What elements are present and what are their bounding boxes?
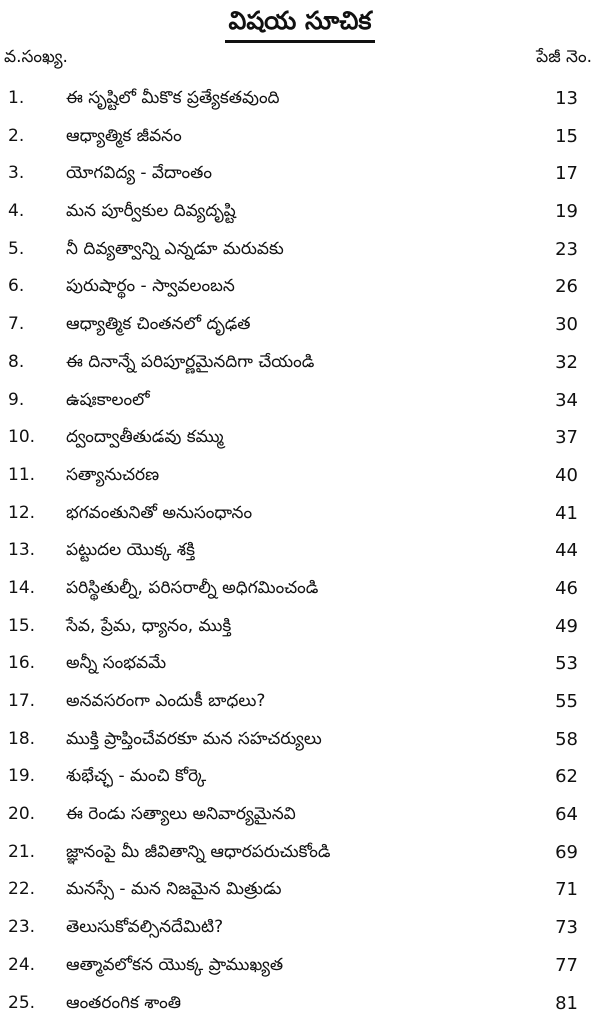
entry-number: 4. <box>8 201 48 221</box>
entry-page-number: 46 <box>555 578 578 599</box>
entry-title: పురుషార్థం - స్వావలంబన <box>66 276 235 300</box>
toc-entry <box>0 647 600 685</box>
entry-title: సేవ, ప్రేమ, ధ్యానం, ముక్తి <box>66 616 231 640</box>
entry-page-number: 77 <box>555 955 578 976</box>
entry-page-number: 32 <box>555 352 578 373</box>
entry-title: జ్ఞానంపై మీ జీవితాన్ని ఆధారపరుచుకోండి <box>66 842 330 866</box>
toc-entry <box>0 459 600 497</box>
toc-entry <box>0 270 600 308</box>
entry-title: భగవంతునితో అనుసంధానం <box>66 503 252 527</box>
toc-entry <box>0 120 600 158</box>
entry-title: ఈ దినాన్నే పరిపూర్ణమైనదిగా చేయండి <box>66 352 314 376</box>
entry-title: ఈ సృష్టిలో మీకొక ప్రత్యేకతవుంది <box>66 88 280 112</box>
toc-entry <box>0 82 600 120</box>
entry-title: ఆంతరంగిక శాంతి <box>66 993 181 1017</box>
entry-page-number: 37 <box>555 427 578 448</box>
entry-number: 22. <box>8 879 48 899</box>
entry-title: శుభేచ్ఛ - మంచి కోర్కె <box>66 766 206 790</box>
entry-title: ముక్తి ప్రాప్తించేవరకూ మన సహచర్యులు <box>66 729 322 753</box>
entry-number: 5. <box>8 239 48 259</box>
toc-entry <box>0 195 600 233</box>
entry-title: మనస్సే - మన నిజమైన మిత్రుడు <box>66 879 282 903</box>
entry-title: ఆధ్యాత్మిక జీవనం <box>66 126 182 150</box>
entry-page-number: 26 <box>555 276 578 297</box>
toc-entry <box>0 760 600 798</box>
entry-page-number: 64 <box>555 804 578 825</box>
entry-number: 2. <box>8 126 48 146</box>
entry-number: 17. <box>8 691 48 711</box>
entry-page-number: 13 <box>555 88 578 109</box>
entry-number: 8. <box>8 352 48 372</box>
contents-list <box>0 82 600 1024</box>
serial-number-header: వ.సంఖ్య. <box>4 47 68 71</box>
entry-page-number: 19 <box>555 201 578 222</box>
entry-title: అనవసరంగా ఎందుకీ బాధలు? <box>66 691 265 715</box>
entry-number: 18. <box>8 729 48 749</box>
entry-number: 11. <box>8 465 48 485</box>
entry-number: 19. <box>8 766 48 786</box>
toc-entry <box>0 421 600 459</box>
entry-title: ఆధ్యాత్మిక చింతనలో దృఢత <box>66 314 251 338</box>
title-container <box>0 4 600 43</box>
entry-number: 6. <box>8 276 48 296</box>
entry-page-number: 69 <box>555 842 578 863</box>
entry-title: ఆత్మావలోకన యొక్క ప్రాముఖ్యత <box>66 955 283 979</box>
column-headers <box>0 47 600 77</box>
entry-page-number: 34 <box>555 390 578 411</box>
entry-number: 16. <box>8 653 48 673</box>
entry-page-number: 15 <box>555 126 578 147</box>
entry-page-number: 49 <box>555 616 578 637</box>
entry-title: అన్నీ సంభవమే <box>66 653 166 677</box>
entry-page-number: 30 <box>555 314 578 335</box>
toc-entry <box>0 723 600 761</box>
entry-page-number: 55 <box>555 691 578 712</box>
entry-number: 9. <box>8 390 48 410</box>
entry-title: యోగవిద్య - వేదాంతం <box>66 163 212 187</box>
page-number-header: పేజీ నెం. <box>536 47 592 71</box>
toc-entry <box>0 497 600 535</box>
toc-entry <box>0 873 600 911</box>
entry-number: 12. <box>8 503 48 523</box>
entry-page-number: 71 <box>555 879 578 900</box>
toc-entry <box>0 836 600 874</box>
entry-title: నీ దివ్యత్వాన్ని ఎన్నడూ మరువకు <box>66 239 284 263</box>
toc-entry <box>0 987 600 1024</box>
entry-number: 3. <box>8 163 48 183</box>
entry-number: 24. <box>8 955 48 975</box>
entry-number: 13. <box>8 540 48 560</box>
toc-entry <box>0 911 600 949</box>
toc-entry <box>0 949 600 987</box>
entry-page-number: 17 <box>555 163 578 184</box>
toc-entry <box>0 384 600 422</box>
entry-page-number: 81 <box>555 993 578 1014</box>
entry-page-number: 58 <box>555 729 578 750</box>
entry-page-number: 62 <box>555 766 578 787</box>
entry-title: ఉషఃకాలంలో <box>66 390 150 414</box>
toc-entry <box>0 346 600 384</box>
entry-page-number: 23 <box>555 239 578 260</box>
entry-number: 10. <box>8 427 48 447</box>
entry-page-number: 40 <box>555 465 578 486</box>
toc-entry <box>0 798 600 836</box>
entry-number: 20. <box>8 804 48 824</box>
entry-number: 14. <box>8 578 48 598</box>
entry-number: 25. <box>8 993 48 1013</box>
entry-page-number: 53 <box>555 653 578 674</box>
entry-title: మన పూర్వీకుల దివ్యదృష్టి <box>66 201 236 225</box>
toc-entry <box>0 610 600 648</box>
entry-title: ఈ రెండు సత్యాలు అనివార్యమైనవి <box>66 804 296 828</box>
toc-entry <box>0 308 600 346</box>
toc-entry <box>0 685 600 723</box>
entry-title: పరిస్థితుల్నీ, పరిసరాల్నీ అధిగమించండి <box>66 578 318 602</box>
entry-number: 1. <box>8 88 48 108</box>
entry-page-number: 41 <box>555 503 578 524</box>
toc-entry <box>0 572 600 610</box>
entry-page-number: 44 <box>555 540 578 561</box>
toc-entry <box>0 233 600 271</box>
entry-number: 21. <box>8 842 48 862</box>
toc-entry <box>0 157 600 195</box>
entry-title: ద్వంద్వాతీతుడవు కమ్ము <box>66 427 223 451</box>
entry-number: 7. <box>8 314 48 334</box>
entry-number: 15. <box>8 616 48 636</box>
toc-entry <box>0 534 600 572</box>
entry-number: 23. <box>8 917 48 937</box>
entry-title: పట్టుదల యొక్క శక్తి <box>66 540 195 564</box>
entry-title: సత్యానుచరణ <box>66 465 159 489</box>
entry-title: తెలుసుకోవల్సినదేమిటి? <box>66 917 223 941</box>
page-title: విషయ సూచిక <box>225 4 376 43</box>
entry-page-number: 73 <box>555 917 578 938</box>
